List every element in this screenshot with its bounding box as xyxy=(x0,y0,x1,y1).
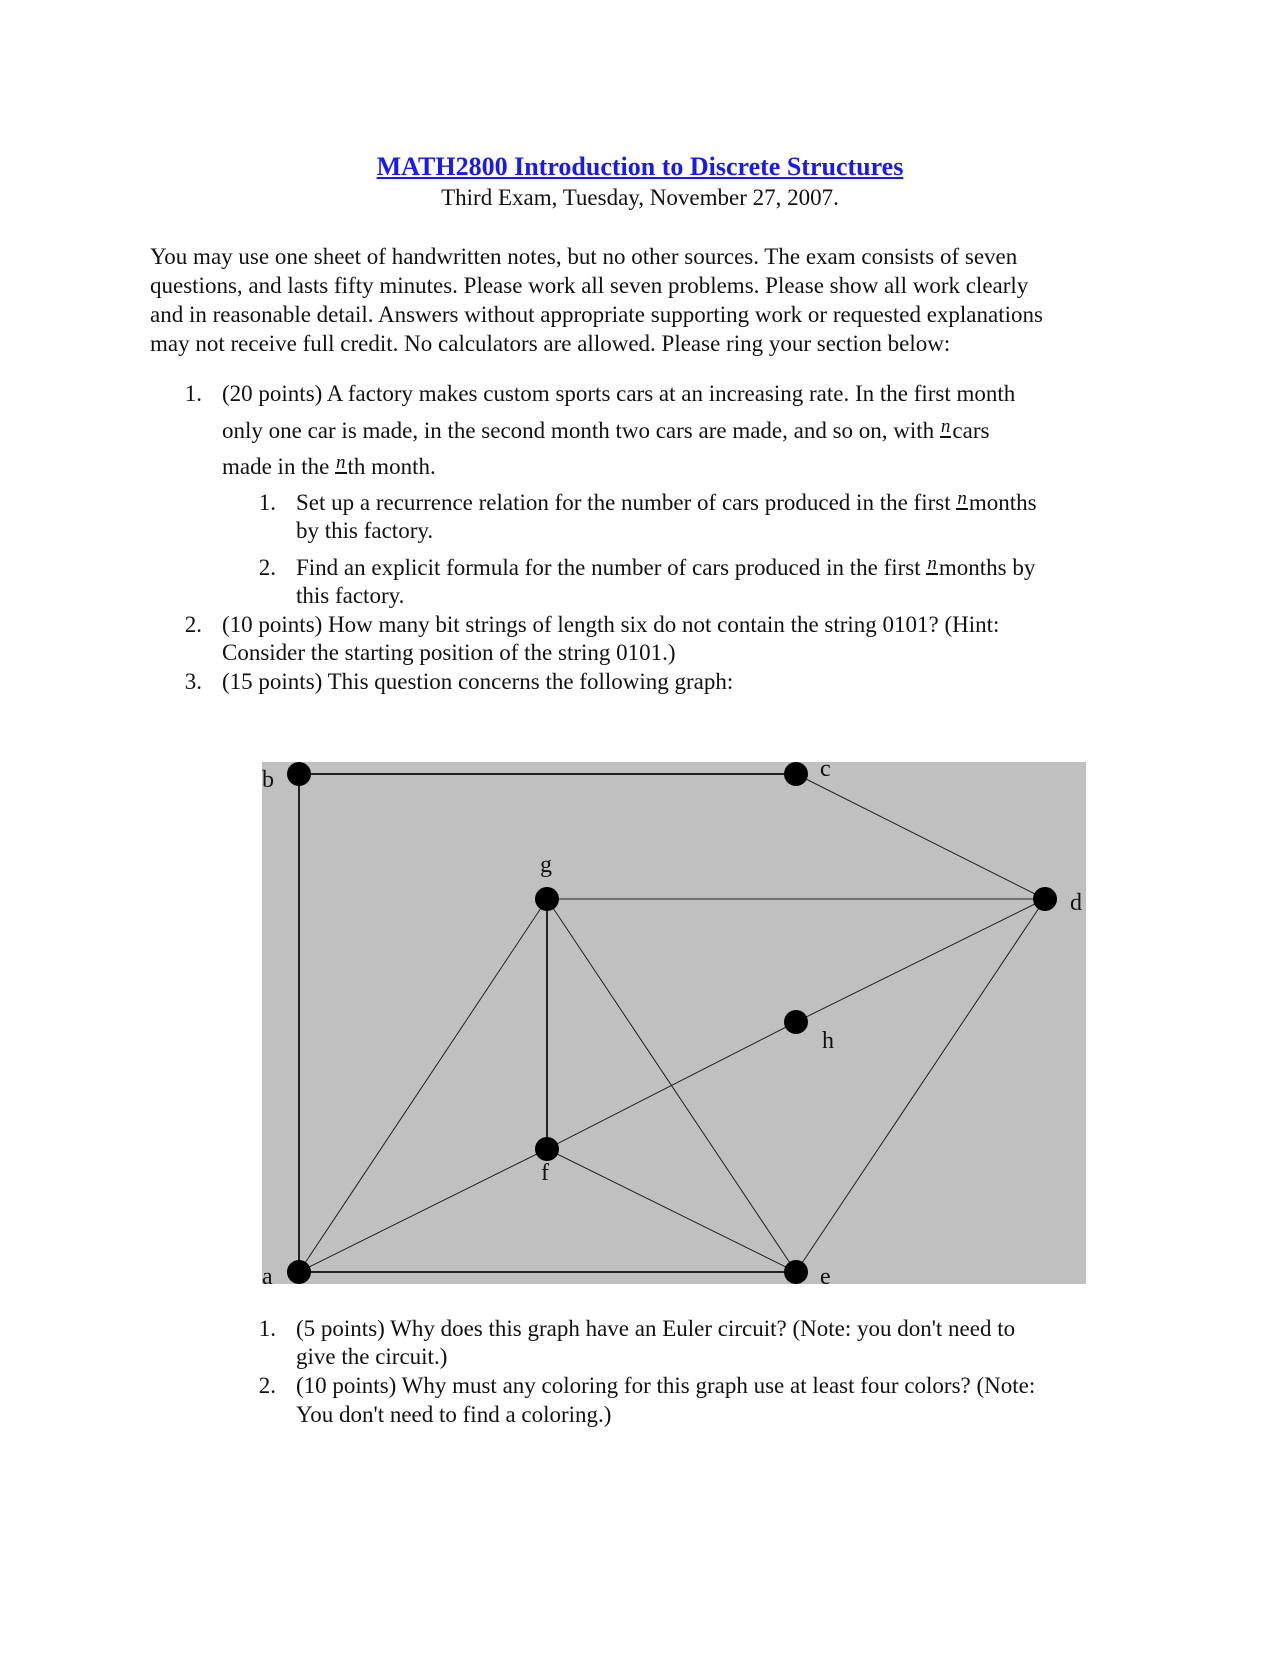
graph-vertex-label-d: d xyxy=(1070,890,1082,916)
question-number: 3. xyxy=(184,669,202,694)
subquestion-text-part: Find an explicit formula for the number of cars produced in the first xyxy=(296,555,927,580)
question-text: (20 points) A factory makes custom sports cars at an increasing rate. In the first month xyxy=(222,381,1016,406)
instructions-line: and in reasonable detail. Answers without appropriate supporting work or requested explanations xyxy=(150,302,1043,327)
graph-vertex-g xyxy=(535,887,559,911)
exam-subtitle: Third Exam, Tuesday, November 27, 2007. xyxy=(441,185,839,210)
subquestion-text-part: months xyxy=(968,490,1037,515)
graph-vertex-e xyxy=(784,1260,808,1284)
question-text xyxy=(222,452,436,481)
variable-n: n xyxy=(940,416,951,437)
question-text: Consider the starting position of the string 0101.) xyxy=(222,640,676,665)
question-text: (10 points) How many bit strings of length six do not contain the string 0101? (Hint: xyxy=(222,612,1000,637)
subquestion-number: 2. xyxy=(258,1373,276,1398)
graph-vertex-d xyxy=(1033,887,1057,911)
course-title-link[interactable]: MATH2800 Introduction to Discrete Structures xyxy=(376,152,904,181)
instructions xyxy=(150,242,1130,358)
question-text-part: made in the xyxy=(222,454,336,479)
question-text-part: cars xyxy=(952,418,990,443)
subquestion-text: (10 points) Why must any coloring for this graph use at least four colors? (Note: xyxy=(296,1373,1036,1398)
subquestion-text: give the circuit.) xyxy=(296,1344,448,1369)
instructions-line: may not receive full credit. No calculators are allowed. Please ring your section below: xyxy=(150,331,951,356)
graph-vertex-label-h: h xyxy=(822,1028,834,1054)
instructions-line: You may use one sheet of handwritten notes, but no other sources. The exam consists of seven xyxy=(150,244,1018,269)
subquestion-number: 2. xyxy=(258,555,276,580)
question-text-part: only one car is made, in the second month two cars are made, and so on, with xyxy=(222,418,940,443)
question-text xyxy=(222,416,989,445)
graph-vertex-h xyxy=(784,1010,808,1034)
subquestion-number: 1. xyxy=(258,1316,276,1341)
question-text: (15 points) This question concerns the following graph: xyxy=(222,669,734,694)
variable-n: n xyxy=(927,553,937,574)
graph-vertex-label-e: e xyxy=(820,1264,831,1284)
graph-vertex-b xyxy=(287,762,311,786)
graph-vertex-a xyxy=(287,1260,311,1284)
subquestion-text: (5 points) Why does this graph have an Euler circuit? (Note: you don't need to xyxy=(296,1316,1016,1341)
subquestion-text: You don't need to find a coloring.) xyxy=(296,1402,612,1427)
variable-n: n xyxy=(336,452,346,473)
question-number: 2. xyxy=(184,612,202,637)
subquestion-text-part: Set up a recurrence relation for the number of cars produced in the first xyxy=(296,490,957,515)
question-text-part: th month. xyxy=(347,454,436,479)
graph-vertex-label-f: f xyxy=(541,1160,549,1186)
graph-figure xyxy=(262,762,1086,1284)
graph-vertex-label-a: a xyxy=(262,1264,273,1284)
graph-vertex-label-c: c xyxy=(820,762,831,782)
question-number: 1. xyxy=(184,381,202,406)
variable-n: n xyxy=(957,488,967,509)
instructions-line: questions, and lasts fifty minutes. Please work all seven problems. Please show all work clearly xyxy=(150,273,1029,298)
graph-vertex-c xyxy=(784,762,808,786)
subquestion-number: 1. xyxy=(258,490,276,515)
subquestion-text: this factory. xyxy=(296,583,405,608)
subquestion-text-part: months by xyxy=(938,555,1036,580)
subquestion-text xyxy=(296,553,1035,582)
graph-vertex-f xyxy=(535,1137,559,1161)
header xyxy=(0,150,1280,212)
subquestion-text: by this factory. xyxy=(296,518,434,543)
graph-vertex-label-g: g xyxy=(540,852,552,878)
subquestion-text xyxy=(296,488,1037,517)
graph-vertex-label-b: b xyxy=(262,767,274,793)
